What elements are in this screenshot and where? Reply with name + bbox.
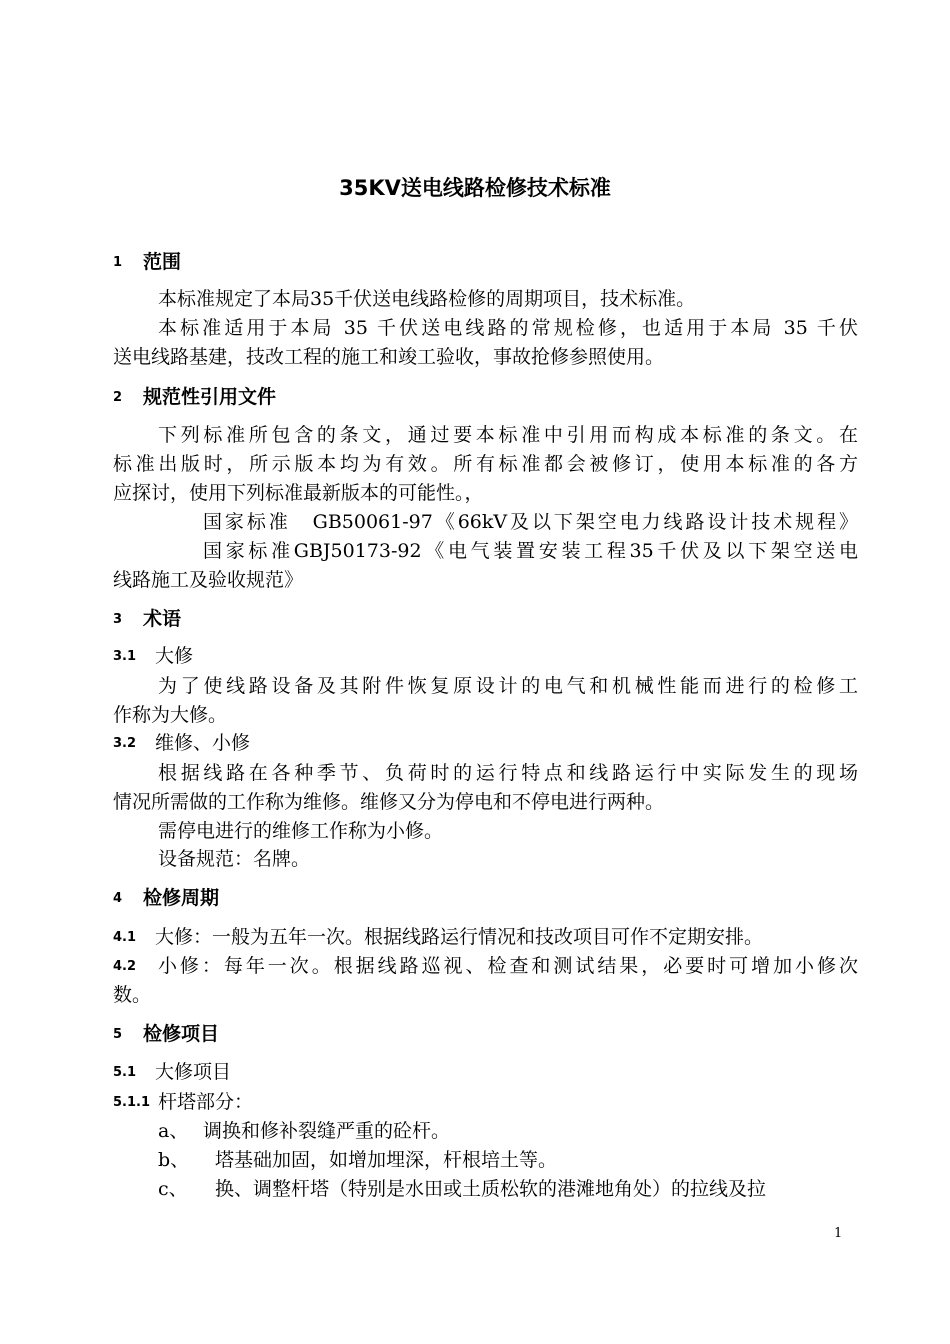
section-title: 检修项目 [143,1023,220,1045]
section-number: 4 [113,890,123,906]
subsection-title: 维修、小修 [155,732,251,754]
section-2-heading [113,383,858,412]
subsection-3-1-heading [113,642,858,671]
list-item [113,1175,858,1203]
paragraph: 本标准适用于本局 35 千伏送电线路的常规检修，也适用于本局 35 千伏 [158,317,858,339]
section-3-heading [113,605,858,634]
subsection-number: 5.1.1 [113,1095,151,1110]
clause-4-2 [113,952,858,981]
paragraph: 送电线路基建，技改工程的施工和竣工验收，事故抢修参照使用。 [113,346,665,368]
section-title: 检修周期 [143,887,220,909]
subsection-number: 5.1 [113,1065,137,1080]
section-4-heading [113,884,858,913]
subsection-3-2-heading [113,729,858,758]
list-marker: c、 [158,1178,188,1200]
list-item [113,1146,858,1174]
section-number: 1 [113,254,123,270]
list-item [113,1117,858,1145]
section-number: 3 [113,611,123,627]
clause-number: 4.1 [113,930,137,945]
reference-item: 国家标准 GB50061-97《66kV及以下架空电力线路设计技术规程》 [203,511,858,533]
list-item-text: 塔基础加固，如增加埋深，杆根培土等。 [215,1149,558,1171]
section-5-heading [113,1020,858,1049]
paragraph: 本标准规定了本局35千伏送电线路检修的周期项目，技术标准。 [158,288,696,310]
paragraph: 情况所需做的工作称为维修。维修又分为停电和不停电进行两种。 [113,791,665,813]
subsection-number: 3.2 [113,736,137,751]
paragraph: 标准出版时，所示版本均为有效。所有标准都会被修订，使用本标准的各方 [113,453,858,475]
section-title: 术语 [143,608,182,630]
list-item-text: 换、调整杆塔（特别是水田或土质松软的港滩地角处）的拉线及拉 [215,1178,767,1200]
paragraph: 需停电进行的维修工作称为小修。 [158,820,444,842]
clause-text: 小修：每年一次。根据线路巡视、检查和测试结果，必要时可增加小修次 [155,955,858,977]
subsection-number: 3.1 [113,649,137,664]
paragraph: 数。 [113,984,152,1006]
paragraph: 根据线路在各种季节、负荷时的运行特点和线路运行中实际发生的现场 [158,762,858,784]
section-title: 范围 [143,251,182,273]
clause-number: 4.2 [113,959,137,974]
paragraph: 作称为大修。 [113,704,228,726]
paragraph: 应探讨，使用下列标准最新版本的可能性。， [113,482,484,504]
list-marker: a、 [158,1120,189,1142]
section-title: 规范性引用文件 [143,386,277,408]
paragraph: 下列标准所包含的条文，通过要本标准中引用而构成本标准的条文。在 [158,424,858,446]
subsection-title: 大修项目 [155,1061,232,1083]
section-1-heading [113,248,858,277]
reference-item: 国家标准GBJ50173-92《电气装置安装工程35千伏及以下架空送电 [203,540,858,562]
document-title: 35KV送电线路检修技术标准 [339,176,611,200]
section-number: 5 [113,1026,123,1042]
paragraph: 设备规范：名牌。 [158,848,311,870]
page-number: 1 [834,1226,843,1241]
subsection-title: 杆塔部分： [158,1091,254,1113]
list-item-text: 调换和修补裂缝严重的砼杆。 [203,1120,451,1142]
clause-text: 大修：一般为五年一次。根据线路运行情况和技改项目可作不定期安排。 [155,926,764,948]
subsection-5-1-heading [113,1058,858,1087]
paragraph: 为了使线路设备及其附件恢复原设计的电气和机械性能而进行的检修工 [158,675,858,697]
clause-4-1 [113,923,858,952]
subsection-5-1-1-heading [113,1088,858,1117]
reference-item: 线路施工及验收规范》 [113,569,304,591]
section-number: 2 [113,389,123,405]
list-marker: b、 [158,1149,190,1171]
subsection-title: 大修 [155,645,194,667]
